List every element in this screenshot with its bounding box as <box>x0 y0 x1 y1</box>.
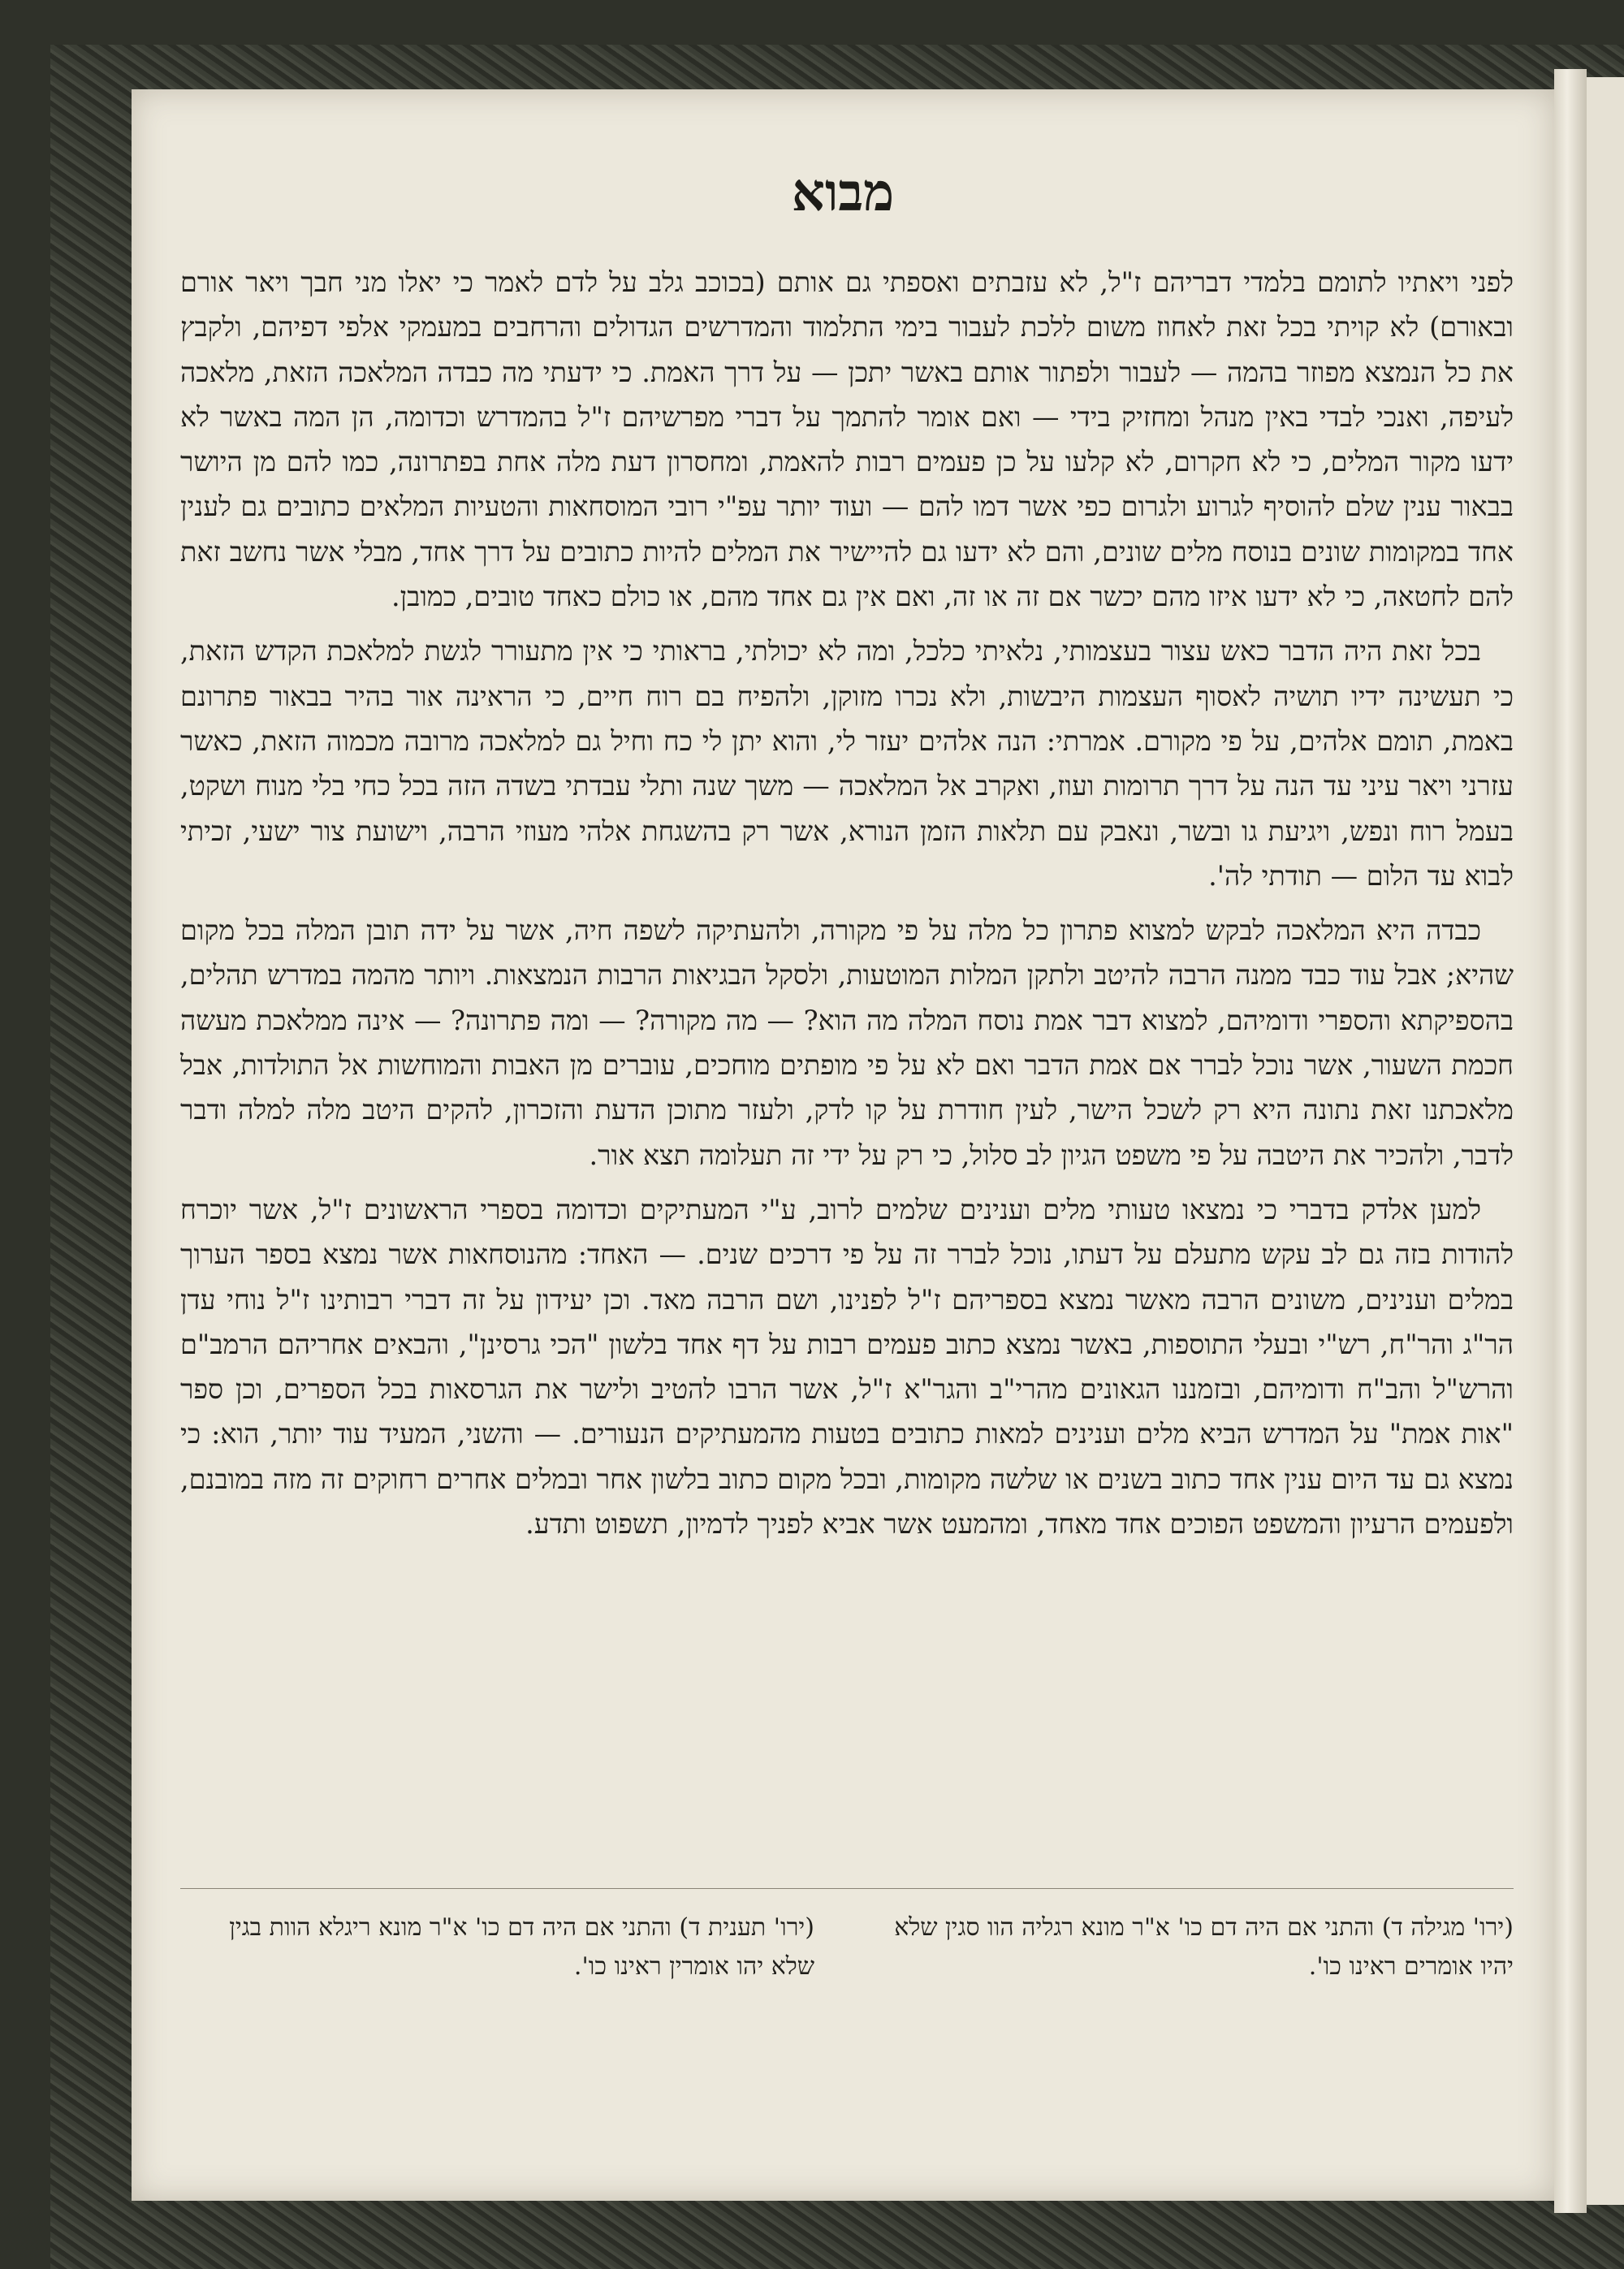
page-title: מבוא <box>791 162 895 223</box>
footnote-divider <box>180 1888 1514 1889</box>
footnote-1: (ירו' מגילה ד) והתני אם היה דם כו' א"ר מונא רגליה הוו סגין שלא יהיו אומרים ראינו כו'. <box>894 1913 1514 1981</box>
book-page <box>132 89 1554 2201</box>
footnote-2: (ירו' תענית ד) והתני אם היה דם כו' א"ר מונא ריגלא הוות בגין שלא יהו אומרין ראינו כו'. <box>229 1913 814 1981</box>
main-text <box>180 260 1514 1556</box>
facing-page-edge <box>1587 77 1624 2205</box>
paragraph-2: בכל זאת היה הדבר כאש עצור בעצמותי, נלאיתי כלכל, ומה לא יכולתי, בראותי כי אין מתעורר לגשת למלאכת הקדש הזאת, כי תעשינה ידיו תושיה לאסוף העצמות היבשות, ולא נכרו מזוקן, ולהפיח בם רוח חיים, כי הראינה אור בהיר בבאור פתרונם באמת, תומם אלהים, על פי מקורם. אמרתי: הנה אלהים יעזר לי, והוא יתן לי כח וחיל גם למלאכה מרובה מכמוה הזאת, כאשר עזרני ויאר עיני עד הנה על דרך תרומות ועוז, ואקרב אל המלאכה — משך שנה ותלי עבדתי בשדה הזה בכל כחי בלי מנוח ושקט, בעמל רוח ונפש, ויגיעת גו ובשר, ונאבק עם תלאות הזמן הנורא, אשר רק בהשגחת אלהי מעוזי הרבה, וישועת צור ישעי, זכיתי לבוא עד הלום — תודתי לה'. <box>180 635 1514 892</box>
paragraph-1: לפני ויאתיו לתומם בלמדי דבריהם ז"ל, לא עזבתים ואספתי גם אותם (בכוכב גלב על לדם לאמר כי יאלו מני חבך ויאר אורם ובאורם) לא קויתי בכל זאת לאחוז משום ללכת לעבור בימי התלמוד והמדרשים הגדולים והרחבים במעמקי אלפי דפיהם, ולקבץ את כל הנמצא מפוזר בהמה — לעבור ולפתור אותם באשר יתכן — על דרך האמת. כי ידעתי מה כבדה המלאכה הזאת, מלאכה לעיפה, ואנכי לבדי באין מנהל ומחזיק בידי — ואם אומר להתמך על דברי מפרשיהם ז"ל בהמדרש וכדומה, הן המה באשר לא ידעו מקור המלים, כי לא חקרום, לא קלעו על כן פעמים רבות להאמת, ומחסרון דעת מלה אחת בפתרונה, כמו להם מן היושר בבאור ענין שלם להוסיף לגרוע ולגרום כפי אשר דמו להם — ועוד יותר עפ"י רובי המוסחאות והטעיות המלאים כתובים גם לענין אחד במקומות שונים בנוסח מלים שונים, והם לא ידעו גם להיישיר את המלים להיות כתובים על דרך אחד, מבלי אשר נחשב זאת להם לחטאה, כי לא ידעו איזו מהם יכשר אם זה או זה, ואם אין גם אחד מהם, או כולם כאחד טובים, כמובן. <box>180 266 1514 613</box>
book-gutter <box>1554 69 1587 2213</box>
footnotes <box>180 1908 1514 1986</box>
paragraph-3: כבדה היא המלאכה לבקש למצוא פתרון כל מלה על פי מקורה, ולהעתיקה לשפה חיה, אשר על ידה תובן המלה בכל מקום שהיא; אבל עוד כבד ממנה הרבה להיטב ולתקן המלות המוטעות, ולסקל הבגיאות הרבות הנמצאות. ויותר מהמה במדרש תהלים, בהספיקתא והספרי ודומיהם, למצוא דבר אמת נוסח המלה מה הוא? — מה מקורה? — ומה פתרונה? — אינה ממלאכת מעשה חכמת השעור, אשר נוכל לברר אם אמת הדבר ואם לא על פי מופתים מוחכים, עוברים מן האבות והמוחשות אל התולדות, אבל מלאכתנו זאת נתונה היא רק לשכל הישר, לעין חודרת על קו לדק, ולעזר מתוכן הדעת והזכרון, להקים היטב מלה למלה ודבר לדבר, ולהכיר את היטבה על פי משפט הגיון לב סלול, כי רק על ידי זה תעלומה תצא אור. <box>180 914 1514 1171</box>
paragraph-4: למען אלדק בדברי כי נמצאו טעותי מלים וענינים שלמים לרוב, ע"י המעתיקים וכדומה בספרי הראשונים ז"ל, אשר יוכרח להודות בזה גם לב עקש מתעלם על דעתו, נוכל לברר זה על פי דרכים שנים. — האחד: מהנוסחאות אשר נמצא בספר הערוך במלים וענינים, משונים הרבה מאשר נמצא בספריהם ז"ל לפנינו, ושם הרבה מאד. וכן יעידון על זה דברי רבותינו ז"ל נוחי עדן הר"ג והר"ח, רש"י ובעלי התוספות, באשר נמצא כתוב פעמים רבות על דף אחד בלשון "הכי גרסינן", והבאים אחריהם הרמב"ם והרש"ל והב"ח ודומיהם, ובזמננו הגאונים מהרי"ב והגר"א ז"ל, אשר הרבו להטיב ולישר את הגרסאות בכל הספרים, וכן ספר "אות אמת" על המדרש הביא מלים וענינים למאות כתובים בטעות מהמעתיקים הנעורים. — והשני, המעיד עוד יותר, הוא: כי נמצא גם עד היום ענין אחד כתוב בשנים או שלשה מקומות, ובכל מקום כתוב בלשון אחר ובמלים אחרים רחוקים זה מזה במובנם, ולפעמים הרעיון והמשפט הפוכים אחד מאחד, ומהמעט אשר אביא לפניך לדמיון, תשפוט ותדע. <box>180 1193 1514 1541</box>
